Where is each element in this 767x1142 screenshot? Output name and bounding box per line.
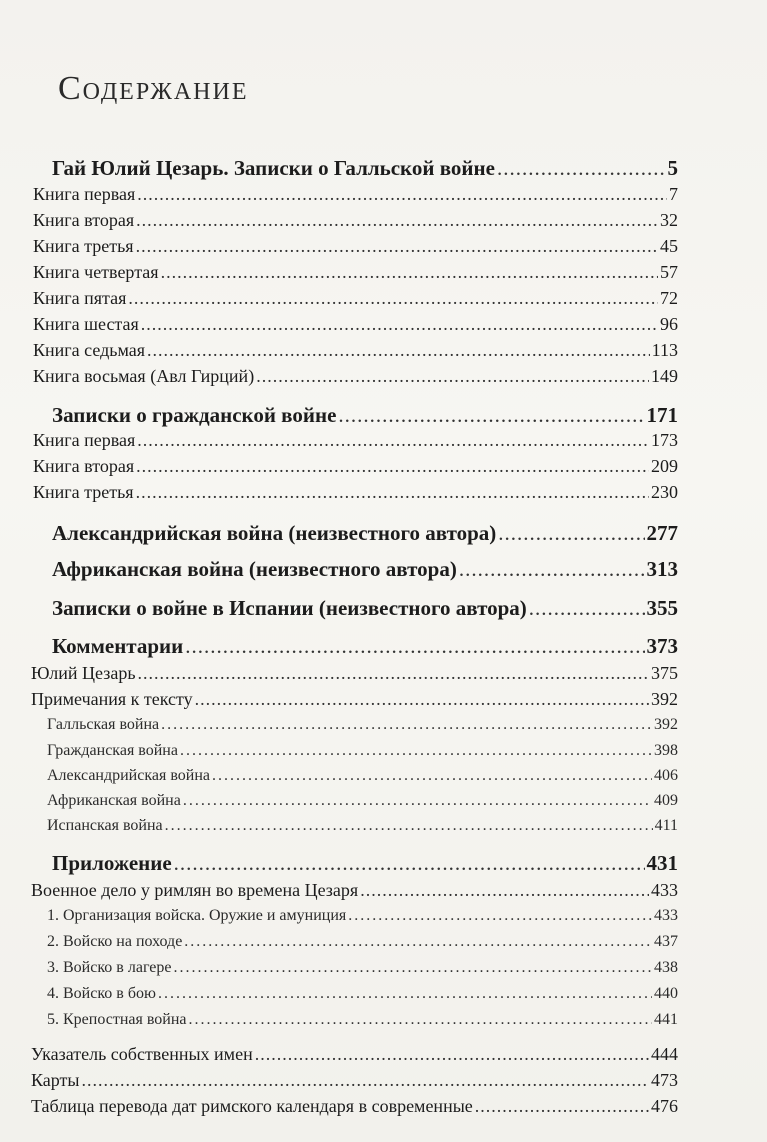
toc-entry[interactable]: Книга шестая ..... 96 — [33, 314, 678, 335]
toc-entry[interactable]: Испанская война ..... 411 — [47, 817, 678, 835]
toc-entry[interactable]: Африканская война ..... 409 — [47, 792, 678, 810]
toc-entry[interactable]: 2. Войско на походе ..... 437 — [47, 933, 678, 951]
toc-entry[interactable]: Книга третья ..... 230 — [33, 482, 678, 503]
toc-entry-index[interactable]: Указатель собственных имен ..... 444 — [31, 1044, 678, 1065]
toc-entry-commentary[interactable]: Комментарии ..... 373 — [52, 634, 678, 659]
toc-entry[interactable]: Александрийская война ..... 406 — [47, 767, 678, 785]
toc-entry[interactable]: 3. Войско в лагере ..... 438 — [47, 959, 678, 977]
toc-entry[interactable]: Книга восьмая (Авл Гирций) ..... 149 — [33, 366, 678, 387]
toc-entry-gallic-war[interactable]: Гай Юлий Цезарь. Записки о Галльской войне ..... 5 — [52, 156, 678, 181]
toc-entry[interactable]: Книга третья ..... 45 — [33, 236, 678, 257]
toc-entry[interactable]: 5. Крепостная война ..... 441 — [47, 1011, 678, 1029]
toc-entry[interactable]: Книга первая ..... 173 — [33, 430, 678, 451]
toc-entry[interactable]: 4. Войско в бою ..... 440 — [47, 985, 678, 1003]
toc-entry-civil-war[interactable]: Записки о гражданской войне ..... 171 — [52, 403, 678, 428]
toc-entry[interactable]: Юлий Цезарь ..... 375 — [31, 663, 678, 684]
toc-entry[interactable]: 1. Организация войска. Оружие и амуниция ..... 433 — [47, 907, 678, 925]
toc-entry[interactable]: Военное дело у римлян во времена Цезаря ..... 433 — [31, 880, 678, 901]
toc-entry[interactable]: Примечания к тексту ..... 392 — [31, 689, 678, 710]
toc-entry-african-war[interactable]: Африканская война (неизвестного автора) ..... 313 — [52, 557, 678, 582]
toc-entry[interactable]: Гражданская война ..... 398 — [47, 742, 678, 760]
toc-entry-date-table[interactable]: Таблица перевода дат римского календаря в современные ..... 476 — [31, 1096, 678, 1117]
toc-entry[interactable]: Книга четвертая ..... 57 — [33, 262, 678, 283]
toc-entry-spanish-war[interactable]: Записки о войне в Испании (неизвестного автора) ..... 355 — [52, 596, 678, 621]
toc-entry[interactable]: Книга седьмая ..... 113 — [33, 340, 678, 361]
page-title: Содержание — [58, 70, 249, 107]
toc-entry[interactable]: Книга первая ..... 7 — [33, 184, 678, 205]
toc-entry[interactable]: Книга вторая ..... 32 — [33, 210, 678, 231]
toc-entry[interactable]: Галльская война ..... 392 — [47, 716, 678, 734]
toc-entry-maps[interactable]: Карты ..... 473 — [31, 1070, 678, 1091]
toc-entry-appendix[interactable]: Приложение ..... 431 — [52, 851, 678, 876]
toc-entry[interactable]: Книга пятая ..... 72 — [33, 288, 678, 309]
toc-entry[interactable]: Книга вторая ..... 209 — [33, 456, 678, 477]
toc-entry-alexandrian-war[interactable]: Александрийская война (неизвестного автора) ..... 277 — [52, 521, 678, 546]
